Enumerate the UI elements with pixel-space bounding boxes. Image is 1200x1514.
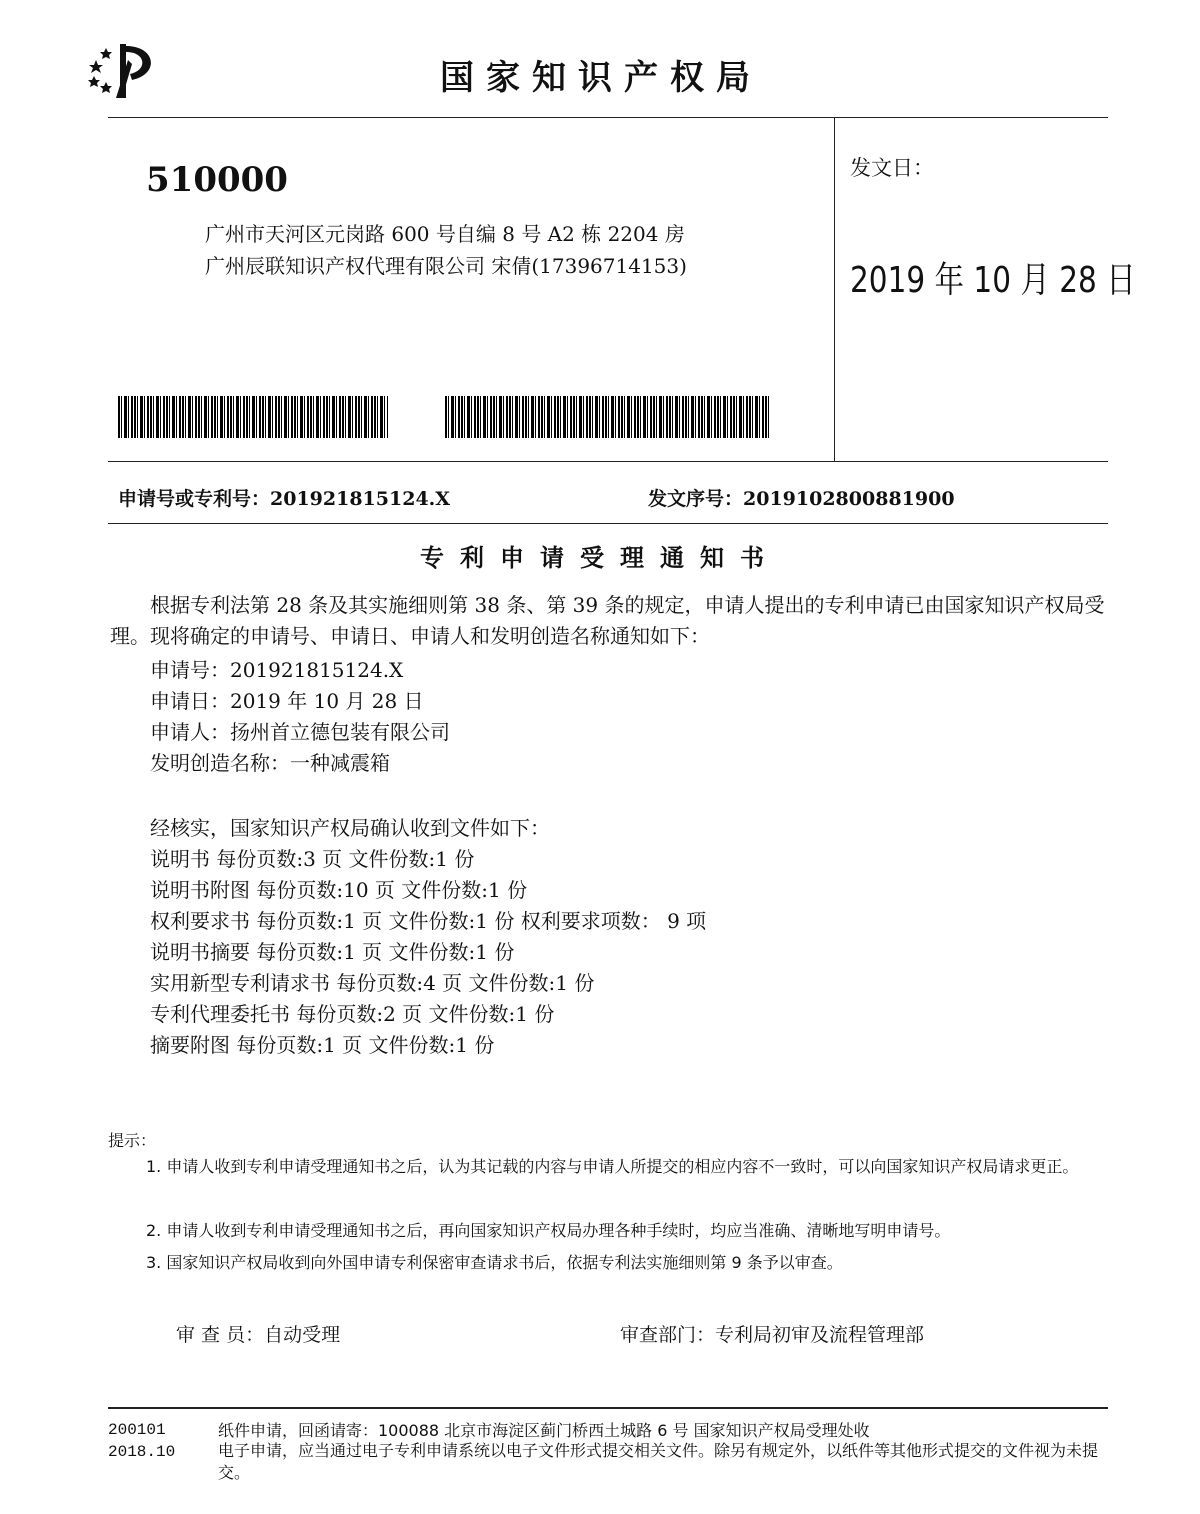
dispatch-serial-row: [648, 484, 955, 511]
dispatch-serial-label: 发文序号：: [648, 488, 744, 510]
cnipa-logo-icon: [86, 40, 160, 100]
field-applicant: 申请人：扬州首立德包装有限公司: [150, 720, 450, 744]
department: 专利局初审及流程管理部: [715, 1324, 925, 1346]
note-item: 3. 国家知识产权局收到向外国申请专利保密审查请求书后，依据专利法实施细则第 9 条予以审查。: [146, 1253, 843, 1272]
document-line: 权利要求书 每份页数:1 页 文件份数:1 份 权利要求项数： 9 项: [150, 909, 707, 933]
dispatch-serial: 2019102800881900: [743, 488, 955, 510]
application-number-row: [118, 484, 450, 511]
document-line: 实用新型专利请求书 每份页数:4 页 文件份数:1 份: [150, 971, 595, 995]
document-line: 说明书摘要 每份页数:1 页 文件份数:1 份: [150, 940, 515, 964]
note-item: 2. 申请人收到专利申请受理通知书之后，再向国家知识产权局办理各种手续时，均应当准确、清晰地写明申请号。: [146, 1221, 951, 1240]
dispatch-date-label: 发文日：: [850, 156, 934, 180]
document-line: 摘要附图 每份页数:1 页 文件份数:1 份: [150, 1033, 495, 1057]
notes-label: 提示：: [108, 1131, 157, 1150]
footer-electronic-filing: 电子申请，应当通过电子专利申请系统以电子文件形式提交相关文件。除另有规定外，以纸件等其他形式提交的文件视为未提交。: [218, 1441, 1099, 1482]
barcode-right: [445, 396, 771, 438]
postal-code: 510000: [146, 160, 288, 200]
examiner-label: 审 查 员：: [176, 1324, 265, 1346]
field-filing-date: 申请日：2019 年 10 月 28 日: [150, 689, 424, 713]
office-name: 国家知识产权局: [440, 58, 762, 98]
department-label: 审查部门：: [620, 1324, 716, 1346]
dispatch-date: 2019 年 10 月 28 日: [850, 260, 1136, 301]
barcode-left: [118, 396, 388, 438]
application-number-label: 申请号或专利号：: [118, 488, 271, 510]
form-code: 200101: [108, 1421, 166, 1439]
footer-paper-filing: 纸件申请，回函请寄：100088 北京市海淀区蓟门桥西土城路 6 号 国家知识产权局受理处收: [218, 1421, 870, 1440]
footer-divider: [108, 1407, 1108, 1409]
notice-intro: 根据专利法第 28 条及其实施细则第 38 条、第 39 条的规定，申请人提出的专利申请已由国家知识产权局受理。现将确定的申请号、申请日、申请人和发明创造名称通知如下：: [110, 593, 1105, 648]
recipient-address: 广州市天河区元岗路 600 号自编 8 号 A2 栋 2204 房: [205, 222, 685, 246]
note-item: 1. 申请人收到专利申请受理通知书之后，认为其记载的内容与申请人所提交的相应内容不一致时，可以向国家知识产权局请求更正。: [146, 1157, 1079, 1176]
examiner-row: [176, 1320, 340, 1347]
ids-bottom-divider: [108, 523, 1108, 524]
header-divider: [108, 117, 1108, 118]
document-line: 专利代理委托书 每份页数:2 页 文件份数:1 份: [150, 1002, 555, 1026]
examiner: 自动受理: [264, 1324, 341, 1346]
notice-title: 专利申请受理通知书: [420, 544, 780, 572]
date-column-divider: [834, 117, 835, 461]
department-row: [620, 1320, 924, 1347]
application-number: 201921815124.X: [270, 488, 451, 510]
field-invention-title: 发明创造名称：一种减震箱: [150, 751, 390, 775]
field-application-number: 申请号：201921815124.X: [150, 658, 404, 682]
form-date: 2018.10: [108, 1443, 176, 1461]
document-line: 说明书 每份页数:3 页 文件份数:1 份: [150, 847, 475, 871]
ids-top-divider: [108, 461, 1108, 462]
documents-confirm: 经核实，国家知识产权局确认收到文件如下：: [150, 816, 550, 840]
recipient-agency: 广州辰联知识产权代理有限公司 宋倩(17396714153): [205, 254, 687, 278]
document-line: 说明书附图 每份页数:10 页 文件份数:1 份: [150, 878, 528, 902]
